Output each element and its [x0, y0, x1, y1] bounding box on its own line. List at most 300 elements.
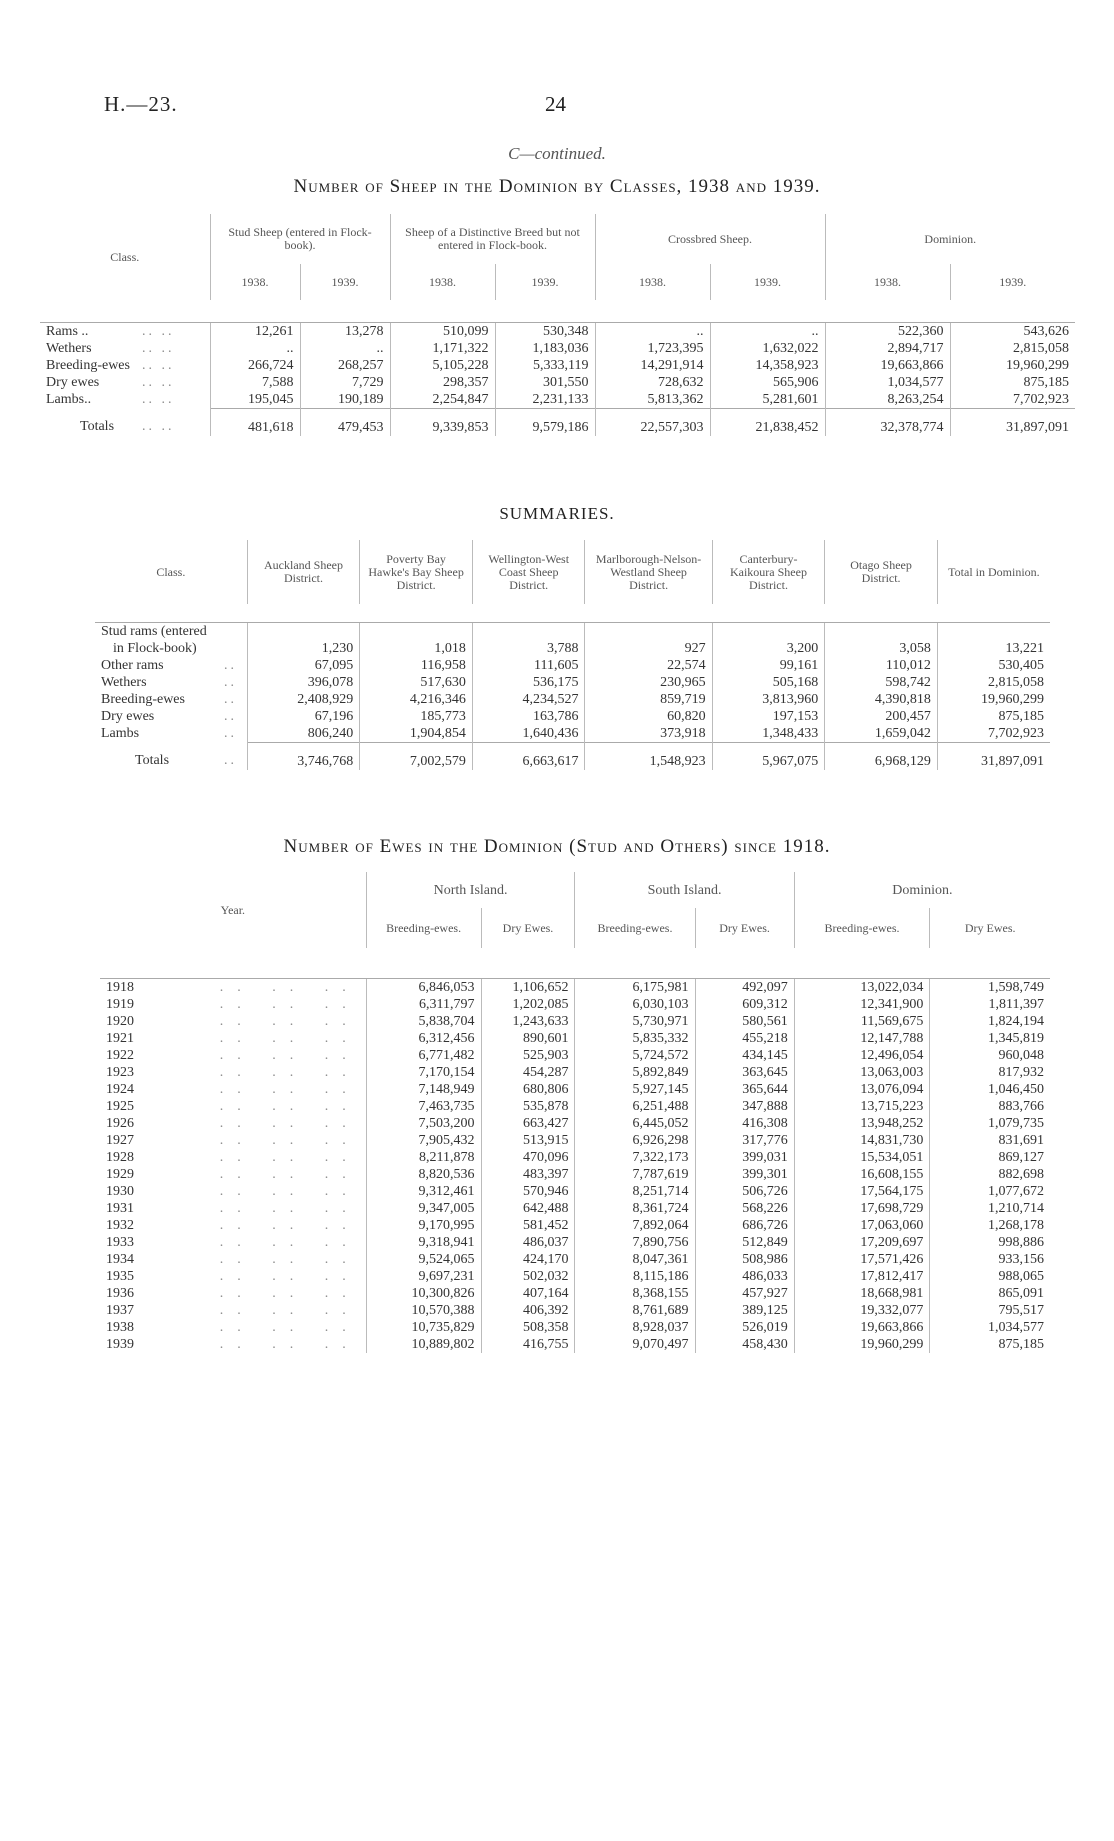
- year-cell: 1932: [106, 1217, 134, 1233]
- value-cell: 8,115,186: [575, 1268, 695, 1285]
- value-cell: 18,668,981: [794, 1285, 930, 1302]
- value-cell: 1,106,652: [481, 978, 575, 996]
- row-label: Wethers: [101, 674, 147, 690]
- value-cell: 525,903: [481, 1047, 575, 1064]
- year-header: 1939.: [710, 264, 825, 300]
- value-cell: [712, 622, 825, 640]
- value-cell: 859,719: [585, 691, 712, 708]
- value-cell: 13,221: [937, 640, 1050, 657]
- sheep-by-class-table: [40, 214, 1075, 436]
- value-cell: 3,200: [712, 640, 825, 657]
- value-cell: 883,766: [930, 1098, 1050, 1115]
- value-cell: 6,251,488: [575, 1098, 695, 1115]
- value-cell: 1,632,022: [710, 340, 825, 357]
- table-row: [100, 1098, 1050, 1115]
- value-cell: 831,691: [930, 1132, 1050, 1149]
- value-cell: 3,746,768: [247, 742, 360, 770]
- table-row: [95, 708, 1050, 725]
- leader-dots: .. .. ..: [219, 1183, 360, 1199]
- value-cell: 1,230: [247, 640, 360, 657]
- value-cell: ..: [595, 322, 710, 340]
- leader-dots: .. .. ..: [219, 1217, 360, 1233]
- value-cell: 1,210,714: [930, 1200, 1050, 1217]
- value-cell: 7,588: [210, 374, 300, 391]
- value-cell: 7,892,064: [575, 1217, 695, 1234]
- value-cell: 1,018: [360, 640, 473, 657]
- table3-title: Number of Ewes in the Dominion (Stud and Others) since 1918.: [283, 836, 831, 857]
- table-row: [100, 1115, 1050, 1132]
- value-cell: 2,894,717: [825, 340, 950, 357]
- value-cell: 806,240: [247, 725, 360, 743]
- value-cell: 5,835,332: [575, 1030, 695, 1047]
- leader-dots: .. .. ..: [219, 1319, 360, 1335]
- value-cell: 4,234,527: [472, 691, 585, 708]
- year-cell: 1930: [106, 1183, 134, 1199]
- value-cell: 396,078: [247, 674, 360, 691]
- value-cell: 512,849: [695, 1234, 794, 1251]
- value-cell: 19,332,077: [794, 1302, 930, 1319]
- value-cell: 505,168: [712, 674, 825, 691]
- value-cell: 817,932: [930, 1064, 1050, 1081]
- table-row: [100, 1319, 1050, 1336]
- value-cell: 6,968,129: [825, 742, 938, 770]
- value-cell: ..: [210, 340, 300, 357]
- leader-dots: ..: [224, 691, 238, 707]
- row-label: Rams ..: [46, 323, 89, 339]
- year-cell: 1934: [106, 1251, 134, 1267]
- value-cell: 190,189: [300, 391, 390, 409]
- value-cell: 7,905,432: [366, 1132, 481, 1149]
- value-cell: 869,127: [930, 1149, 1050, 1166]
- value-cell: 570,946: [481, 1183, 575, 1200]
- value-cell: 481,618: [210, 408, 300, 436]
- value-cell: 6,663,617: [472, 742, 585, 770]
- year-cell: 1935: [106, 1268, 134, 1284]
- value-cell: 116,958: [360, 657, 473, 674]
- leader-dots: .. .. ..: [219, 1285, 360, 1301]
- table-row: [100, 978, 1050, 996]
- value-cell: 1,202,085: [481, 996, 575, 1013]
- value-cell: 470,096: [481, 1149, 575, 1166]
- leader-dots: .. .. ..: [219, 1064, 360, 1080]
- value-cell: 9,347,005: [366, 1200, 481, 1217]
- value-cell: 508,986: [695, 1251, 794, 1268]
- value-cell: 7,002,579: [360, 742, 473, 770]
- value-cell: 9,524,065: [366, 1251, 481, 1268]
- value-cell: 865,091: [930, 1285, 1050, 1302]
- table-row: [100, 1030, 1050, 1047]
- value-cell: 5,730,971: [575, 1013, 695, 1030]
- class-header: Class.: [110, 249, 140, 264]
- value-cell: 513,915: [481, 1132, 575, 1149]
- value-cell: 9,697,231: [366, 1268, 481, 1285]
- value-cell: 363,645: [695, 1064, 794, 1081]
- value-cell: 12,147,788: [794, 1030, 930, 1047]
- value-cell: 4,216,346: [360, 691, 473, 708]
- leader-dots: ..: [224, 674, 238, 690]
- value-cell: 1,723,395: [595, 340, 710, 357]
- totals-row: [95, 742, 1050, 770]
- year-cell: 1920: [106, 1013, 134, 1029]
- value-cell: 3,813,960: [712, 691, 825, 708]
- value-cell: 1,268,178: [930, 1217, 1050, 1234]
- value-cell: 389,125: [695, 1302, 794, 1319]
- value-cell: 565,906: [710, 374, 825, 391]
- island-header: Dominion.: [794, 872, 1050, 908]
- value-cell: 526,019: [695, 1319, 794, 1336]
- value-cell: 1,640,436: [472, 725, 585, 743]
- value-cell: 2,408,929: [247, 691, 360, 708]
- year-cell: 1919: [106, 996, 134, 1012]
- island-header: South Island.: [575, 872, 794, 908]
- value-cell: 8,820,536: [366, 1166, 481, 1183]
- row-label: Dry ewes: [46, 374, 100, 390]
- year-header: 1938.: [210, 264, 300, 300]
- year-header: 1938.: [595, 264, 710, 300]
- sub-header: Breeding-ewes.: [575, 908, 695, 948]
- value-cell: 2,254,847: [390, 391, 495, 409]
- leader-dots: ..: [224, 657, 238, 673]
- value-cell: 1,046,450: [930, 1081, 1050, 1098]
- value-cell: 10,300,826: [366, 1285, 481, 1302]
- value-cell: 17,698,729: [794, 1200, 930, 1217]
- value-cell: 1,243,633: [481, 1013, 575, 1030]
- district-header: Marlborough-Nelson-Westland Sheep District.: [585, 540, 712, 604]
- value-cell: 11,569,675: [794, 1013, 930, 1030]
- value-cell: 890,601: [481, 1030, 575, 1047]
- value-cell: [937, 622, 1050, 640]
- value-cell: 416,755: [481, 1336, 575, 1353]
- row-label: in Flock-book): [113, 640, 197, 656]
- leader-dots: ..: [224, 753, 238, 769]
- row-label: Breeding-ewes: [46, 357, 130, 373]
- value-cell: 1,811,397: [930, 996, 1050, 1013]
- value-cell: 1,598,749: [930, 978, 1050, 996]
- row-label: Breeding-ewes: [101, 691, 185, 707]
- leader-dots: .. .. ..: [219, 1302, 360, 1318]
- value-cell: 13,278: [300, 322, 390, 340]
- value-cell: 486,033: [695, 1268, 794, 1285]
- value-cell: 479,453: [300, 408, 390, 436]
- value-cell: 7,148,949: [366, 1081, 481, 1098]
- value-cell: 686,726: [695, 1217, 794, 1234]
- value-cell: 17,812,417: [794, 1268, 930, 1285]
- value-cell: 1,548,923: [585, 742, 712, 770]
- value-cell: 399,301: [695, 1166, 794, 1183]
- leader-dots: .. ..: [142, 374, 175, 390]
- value-cell: 3,058: [825, 640, 938, 657]
- value-cell: 424,170: [481, 1251, 575, 1268]
- value-cell: 680,806: [481, 1081, 575, 1098]
- value-cell: 10,735,829: [366, 1319, 481, 1336]
- year-cell: 1923: [106, 1064, 134, 1080]
- value-cell: 266,724: [210, 357, 300, 374]
- value-cell: 8,251,714: [575, 1183, 695, 1200]
- value-cell: 22,574: [585, 657, 712, 674]
- value-cell: 19,663,866: [794, 1319, 930, 1336]
- year-cell: 1924: [106, 1081, 134, 1097]
- value-cell: 508,358: [481, 1319, 575, 1336]
- value-cell: [825, 622, 938, 640]
- value-cell: 301,550: [495, 374, 595, 391]
- totals-row: [40, 408, 1075, 436]
- value-cell: 8,361,724: [575, 1200, 695, 1217]
- sub-header: Dry Ewes.: [930, 908, 1050, 948]
- year-cell: 1922: [106, 1047, 134, 1063]
- value-cell: 12,341,900: [794, 996, 930, 1013]
- sub-header: Breeding-ewes.: [794, 908, 930, 948]
- page-number: 24: [545, 92, 566, 116]
- table-row: [95, 640, 1050, 657]
- year-cell: 1929: [106, 1166, 134, 1182]
- value-cell: 483,397: [481, 1166, 575, 1183]
- table-row: [100, 1149, 1050, 1166]
- table-row: [95, 622, 1050, 640]
- value-cell: 1,171,322: [390, 340, 495, 357]
- leader-dots: .. ..: [142, 340, 175, 356]
- table-row: [40, 357, 1075, 374]
- year-cell: 1931: [106, 1200, 134, 1216]
- leader-dots: .. .. ..: [219, 1132, 360, 1148]
- leader-dots: ..: [224, 708, 238, 724]
- value-cell: 580,561: [695, 1013, 794, 1030]
- year-cell: 1918: [106, 979, 134, 995]
- row-label: Dry ewes: [101, 708, 155, 724]
- value-cell: 17,564,175: [794, 1183, 930, 1200]
- value-cell: 1,348,433: [712, 725, 825, 743]
- year-cell: 1925: [106, 1098, 134, 1114]
- value-cell: 988,065: [930, 1268, 1050, 1285]
- leader-dots: .. .. ..: [219, 1166, 360, 1182]
- group-header: Stud Sheep (entered in Flock-book).: [210, 214, 390, 264]
- value-cell: 7,702,923: [937, 725, 1050, 743]
- value-cell: 598,742: [825, 674, 938, 691]
- ewes-since-1918-table: [100, 872, 1050, 1353]
- value-cell: 875,185: [937, 708, 1050, 725]
- value-cell: 9,312,461: [366, 1183, 481, 1200]
- value-cell: 10,889,802: [366, 1336, 481, 1353]
- table-row: [95, 691, 1050, 708]
- row-label: Wethers: [46, 340, 92, 356]
- value-cell: 5,281,601: [710, 391, 825, 409]
- value-cell: 458,430: [695, 1336, 794, 1353]
- value-cell: 2,231,133: [495, 391, 595, 409]
- leader-dots: .. .. ..: [219, 1234, 360, 1250]
- value-cell: 543,626: [950, 322, 1075, 340]
- class-header: Class.: [156, 564, 186, 579]
- value-cell: 416,308: [695, 1115, 794, 1132]
- value-cell: 373,918: [585, 725, 712, 743]
- value-cell: 399,031: [695, 1149, 794, 1166]
- value-cell: 6,030,103: [575, 996, 695, 1013]
- value-cell: 7,787,619: [575, 1166, 695, 1183]
- value-cell: 1,824,194: [930, 1013, 1050, 1030]
- year-cell: 1927: [106, 1132, 134, 1148]
- island-header: North Island.: [366, 872, 575, 908]
- leader-dots: .. .. ..: [219, 996, 360, 1012]
- table-row: [100, 1081, 1050, 1098]
- table-row: [95, 674, 1050, 691]
- value-cell: 10,570,388: [366, 1302, 481, 1319]
- value-cell: [585, 622, 712, 640]
- value-cell: 21,838,452: [710, 408, 825, 436]
- value-cell: 510,099: [390, 322, 495, 340]
- leader-dots: .. .. ..: [219, 1149, 360, 1165]
- value-cell: 8,263,254: [825, 391, 950, 409]
- value-cell: 536,175: [472, 674, 585, 691]
- district-header: Otago Sheep District.: [825, 540, 938, 604]
- year-cell: 1939: [106, 1336, 134, 1352]
- leader-dots: ..: [224, 725, 238, 741]
- leader-dots: .. .. ..: [219, 1251, 360, 1267]
- row-label: Totals: [80, 419, 115, 435]
- value-cell: 406,392: [481, 1302, 575, 1319]
- value-cell: 31,897,091: [950, 408, 1075, 436]
- value-cell: 1,345,819: [930, 1030, 1050, 1047]
- year-cell: 1936: [106, 1285, 134, 1301]
- value-cell: 8,368,155: [575, 1285, 695, 1302]
- leader-dots: .. .. ..: [219, 1047, 360, 1063]
- year-cell: 1928: [106, 1149, 134, 1165]
- value-cell: 13,715,223: [794, 1098, 930, 1115]
- value-cell: 535,878: [481, 1098, 575, 1115]
- value-cell: 7,322,173: [575, 1149, 695, 1166]
- table-row: [100, 1200, 1050, 1217]
- value-cell: 14,831,730: [794, 1132, 930, 1149]
- value-cell: 13,948,252: [794, 1115, 930, 1132]
- sub-header: Dry Ewes.: [481, 908, 575, 948]
- value-cell: 875,185: [950, 374, 1075, 391]
- leader-dots: .. .. ..: [219, 1268, 360, 1284]
- district-header: Wellington-West Coast Sheep District.: [472, 540, 585, 604]
- district-header: Auckland Sheep District.: [247, 540, 360, 604]
- value-cell: 581,452: [481, 1217, 575, 1234]
- table-row: [95, 725, 1050, 743]
- value-cell: 268,257: [300, 357, 390, 374]
- value-cell: 8,047,361: [575, 1251, 695, 1268]
- value-cell: 530,405: [937, 657, 1050, 674]
- table-row: [100, 1013, 1050, 1030]
- value-cell: 5,105,228: [390, 357, 495, 374]
- value-cell: 522,360: [825, 322, 950, 340]
- value-cell: 60,820: [585, 708, 712, 725]
- value-cell: 7,463,735: [366, 1098, 481, 1115]
- table-row: [40, 340, 1075, 357]
- value-cell: 407,164: [481, 1285, 575, 1302]
- year-cell: 1933: [106, 1234, 134, 1250]
- value-cell: 22,557,303: [595, 408, 710, 436]
- value-cell: 6,771,482: [366, 1047, 481, 1064]
- value-cell: 111,605: [472, 657, 585, 674]
- value-cell: 434,145: [695, 1047, 794, 1064]
- sub-header: Dry Ewes.: [695, 908, 794, 948]
- summaries-title: SUMMARIES.: [499, 504, 615, 523]
- value-cell: 6,312,456: [366, 1030, 481, 1047]
- value-cell: 1,079,735: [930, 1115, 1050, 1132]
- value-cell: 506,726: [695, 1183, 794, 1200]
- value-cell: 13,063,003: [794, 1064, 930, 1081]
- leader-dots: .. .. ..: [219, 1098, 360, 1114]
- value-cell: 663,427: [481, 1115, 575, 1132]
- row-label: Stud rams (entered: [101, 623, 207, 639]
- value-cell: 9,070,497: [575, 1336, 695, 1353]
- value-cell: 933,156: [930, 1251, 1050, 1268]
- value-cell: 19,663,866: [825, 357, 950, 374]
- table-row: [100, 996, 1050, 1013]
- value-cell: 17,571,426: [794, 1251, 930, 1268]
- value-cell: 163,786: [472, 708, 585, 725]
- value-cell: 5,813,362: [595, 391, 710, 409]
- value-cell: 1,034,577: [825, 374, 950, 391]
- row-label: Lambs..: [46, 391, 92, 407]
- leader-dots: .. .. ..: [219, 1013, 360, 1029]
- value-cell: 32,378,774: [825, 408, 950, 436]
- value-cell: 200,457: [825, 708, 938, 725]
- table-row: [100, 1302, 1050, 1319]
- value-cell: 517,630: [360, 674, 473, 691]
- value-cell: 195,045: [210, 391, 300, 409]
- value-cell: 13,076,094: [794, 1081, 930, 1098]
- summaries-table: [95, 540, 1050, 770]
- value-cell: 998,886: [930, 1234, 1050, 1251]
- value-cell: 642,488: [481, 1200, 575, 1217]
- value-cell: 365,644: [695, 1081, 794, 1098]
- value-cell: 457,927: [695, 1285, 794, 1302]
- value-cell: 230,965: [585, 674, 712, 691]
- value-cell: 7,890,756: [575, 1234, 695, 1251]
- sub-header: Breeding-ewes.: [366, 908, 481, 948]
- value-cell: 502,032: [481, 1268, 575, 1285]
- value-cell: 486,037: [481, 1234, 575, 1251]
- leader-dots: [218, 622, 247, 640]
- table-row: [100, 1336, 1050, 1353]
- table-row: [40, 374, 1075, 391]
- value-cell: 6,926,298: [575, 1132, 695, 1149]
- year-header: 1938.: [825, 264, 950, 300]
- table-row: [100, 1251, 1050, 1268]
- leader-dots: .. ..: [142, 391, 175, 407]
- value-cell: 185,773: [360, 708, 473, 725]
- row-label: Totals: [135, 753, 170, 769]
- value-cell: 568,226: [695, 1200, 794, 1217]
- value-cell: 5,333,119: [495, 357, 595, 374]
- table-row: [100, 1217, 1050, 1234]
- value-cell: 13,022,034: [794, 978, 930, 996]
- value-cell: 795,517: [930, 1302, 1050, 1319]
- year-header: 1938.: [390, 264, 495, 300]
- value-cell: 1,077,672: [930, 1183, 1050, 1200]
- value-cell: 6,846,053: [366, 978, 481, 996]
- value-cell: 5,724,572: [575, 1047, 695, 1064]
- table-row: [100, 1268, 1050, 1285]
- value-cell: 5,838,704: [366, 1013, 481, 1030]
- value-cell: 197,153: [712, 708, 825, 725]
- value-cell: 67,095: [247, 657, 360, 674]
- value-cell: 882,698: [930, 1166, 1050, 1183]
- value-cell: 530,348: [495, 322, 595, 340]
- value-cell: 5,967,075: [712, 742, 825, 770]
- leader-dots: .. .. ..: [219, 1030, 360, 1046]
- table-row: [100, 1285, 1050, 1302]
- row-label: Other rams: [101, 657, 164, 673]
- table1-title: Number of Sheep in the Dominion by Classes, 1938 and 1939.: [293, 176, 821, 197]
- year-cell: 1921: [106, 1030, 134, 1046]
- table-row: [95, 657, 1050, 674]
- table-row: [100, 1166, 1050, 1183]
- value-cell: 927: [585, 640, 712, 657]
- value-cell: 12,496,054: [794, 1047, 930, 1064]
- value-cell: 317,776: [695, 1132, 794, 1149]
